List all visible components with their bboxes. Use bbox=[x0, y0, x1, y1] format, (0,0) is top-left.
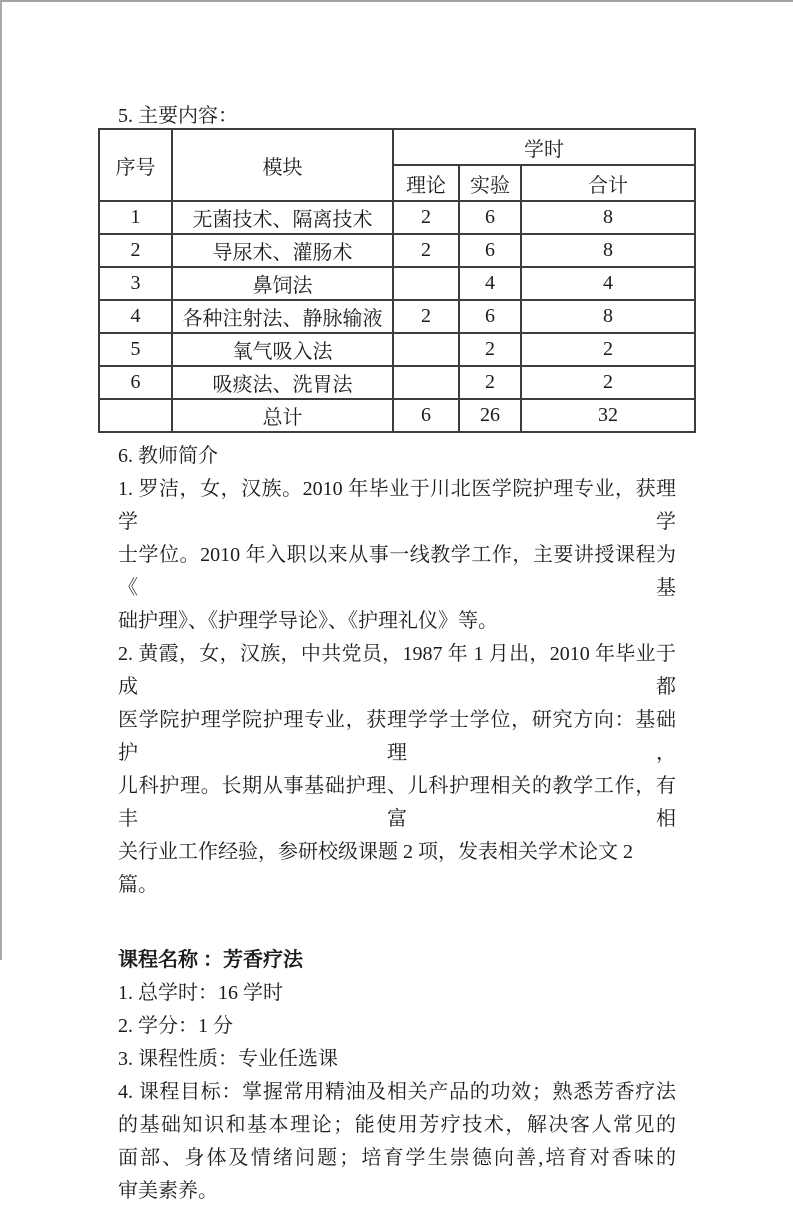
cell-theory: 2 bbox=[393, 300, 459, 333]
header-theory: 理论 bbox=[393, 165, 459, 201]
table-header-row-1 bbox=[99, 129, 695, 165]
teacher-2-line: 儿科护理。长期从事基础护理、儿科护理相关的教学工作，有丰富相 bbox=[118, 775, 676, 830]
table-row bbox=[99, 234, 695, 267]
cell-lab: 26 bbox=[459, 399, 521, 432]
cell-no: 6 bbox=[99, 366, 172, 399]
header-total: 合计 bbox=[521, 165, 695, 201]
course-objective-line: 的基础知识和基本理论；能使用芳疗技术，解决客人常见的 bbox=[118, 1114, 676, 1136]
table-row bbox=[99, 201, 695, 234]
cell-no: 4 bbox=[99, 300, 172, 333]
cell-theory: 2 bbox=[393, 234, 459, 267]
header-lab: 实验 bbox=[459, 165, 521, 201]
table-row bbox=[99, 366, 695, 399]
cell-no: 5 bbox=[99, 333, 172, 366]
cell-total: 8 bbox=[521, 300, 695, 333]
cell-total: 2 bbox=[521, 366, 695, 399]
cell-no: 3 bbox=[99, 267, 172, 300]
teacher-1-line: 士学位。2010 年入职以来从事一线教学工作，主要讲授课程为《基 bbox=[118, 544, 676, 599]
table-row bbox=[99, 267, 695, 300]
course-item-credits: 2. 学分：1 分 bbox=[118, 1015, 233, 1037]
header-module: 模块 bbox=[172, 129, 393, 201]
cell-lab: 2 bbox=[459, 366, 521, 399]
teacher-1-line: 础护理》、《护理学导论》、《护理礼仪》等。 bbox=[118, 610, 498, 632]
course-objective-line: 面部、身体及情绪问题；培育学生崇德向善,培育对香味的 bbox=[118, 1147, 676, 1169]
cell-total: 8 bbox=[521, 201, 695, 234]
cell-lab: 4 bbox=[459, 267, 521, 300]
cell-no bbox=[99, 399, 172, 432]
cell-no: 1 bbox=[99, 201, 172, 234]
teacher-intro-heading: 6. 教师简介 bbox=[118, 445, 218, 467]
teacher-2-line: 医学院护理学院护理专业，获理学学士学位，研究方向：基础护理， bbox=[118, 709, 676, 764]
cell-module: 无菌技术、隔离技术 bbox=[172, 201, 393, 234]
cell-theory bbox=[393, 366, 459, 399]
cell-module: 吸痰法、洗胃法 bbox=[172, 366, 393, 399]
cell-theory bbox=[393, 333, 459, 366]
cell-total: 8 bbox=[521, 234, 695, 267]
course-item-type: 3. 课程性质：专业任选课 bbox=[118, 1048, 338, 1070]
course-objective-line: 4. 课程目标：掌握常用精油及相关产品的功效；熟悉芳香疗法 bbox=[118, 1081, 676, 1103]
cell-module: 鼻饲法 bbox=[172, 267, 393, 300]
course-item-total-hours: 1. 总学时：16 学时 bbox=[118, 982, 283, 1004]
cell-lab: 6 bbox=[459, 201, 521, 234]
cell-total: 32 bbox=[521, 399, 695, 432]
body-text bbox=[118, 440, 676, 1208]
course-objective-line: 审美素养。 bbox=[118, 1180, 218, 1202]
section-5-heading: 5. 主要内容： bbox=[118, 105, 238, 127]
header-hours: 学时 bbox=[393, 129, 695, 165]
page-left-edge-line bbox=[0, 0, 2, 960]
cell-lab: 6 bbox=[459, 234, 521, 267]
header-no: 序号 bbox=[99, 129, 172, 201]
cell-total: 2 bbox=[521, 333, 695, 366]
cell-theory: 2 bbox=[393, 201, 459, 234]
table-row bbox=[99, 333, 695, 366]
hours-table bbox=[98, 128, 696, 433]
course-title: 课程名称 ：芳香疗法 bbox=[118, 949, 303, 971]
cell-total: 4 bbox=[521, 267, 695, 300]
teacher-2-line: 关行业工作经验，参研校级课题 2 项，发表相关学术论文 2 篇。 bbox=[118, 841, 633, 896]
cell-module: 总计 bbox=[172, 399, 393, 432]
cell-module: 氧气吸入法 bbox=[172, 333, 393, 366]
teacher-2-line: 2. 黄霞，女，汉族，中共党员，1987 年 1 月出，2010 年毕业于成都 bbox=[118, 643, 676, 698]
cell-module: 导尿术、灌肠术 bbox=[172, 234, 393, 267]
table-total-row bbox=[99, 399, 695, 432]
teacher-1-line: 1. 罗洁，女，汉族。2010 年毕业于川北医学院护理专业，获理学学 bbox=[118, 478, 676, 533]
cell-theory bbox=[393, 267, 459, 300]
cell-lab: 2 bbox=[459, 333, 521, 366]
cell-lab: 6 bbox=[459, 300, 521, 333]
page-top-edge-line bbox=[0, 0, 793, 2]
cell-no: 2 bbox=[99, 234, 172, 267]
cell-theory: 6 bbox=[393, 399, 459, 432]
cell-module: 各种注射法、静脉输液 bbox=[172, 300, 393, 333]
table-row bbox=[99, 300, 695, 333]
